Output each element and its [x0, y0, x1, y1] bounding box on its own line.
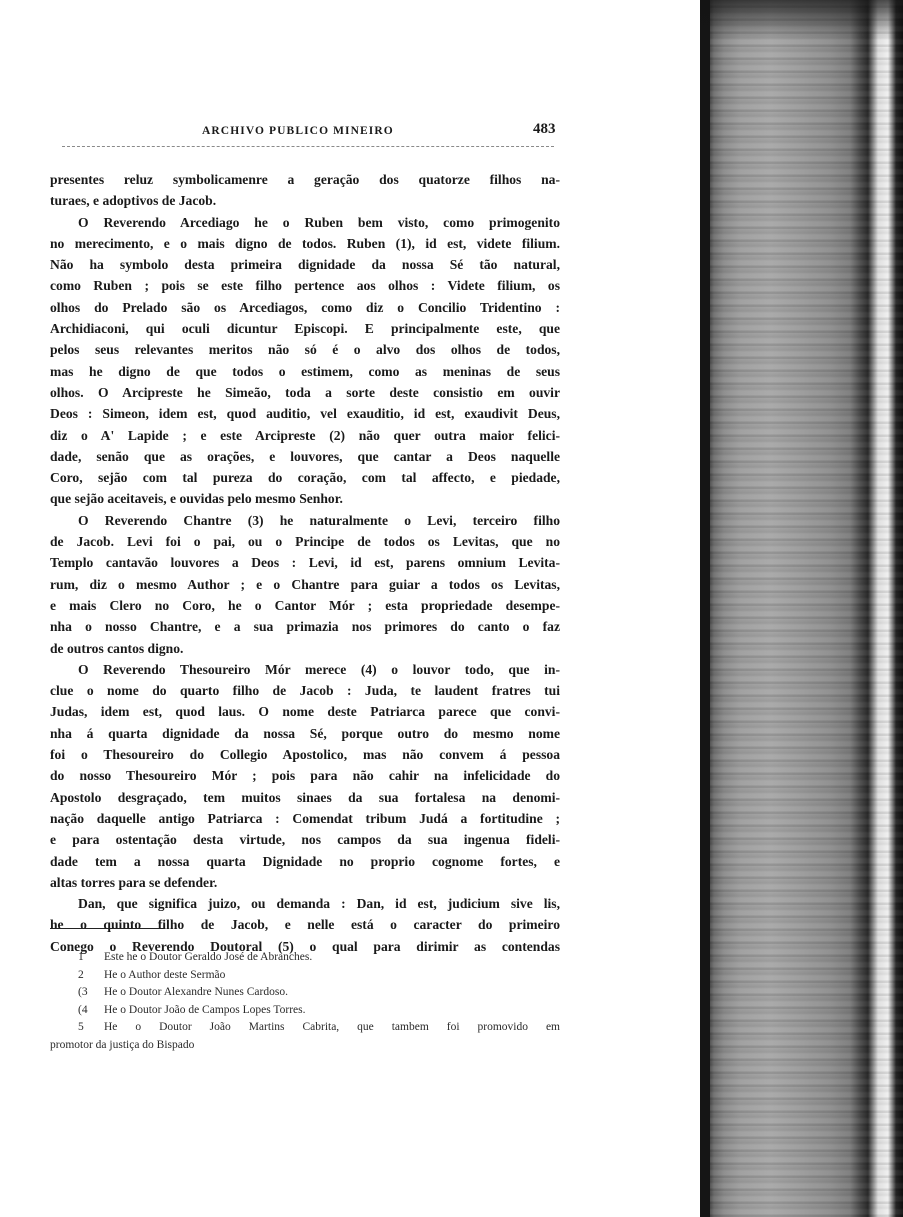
body-line: clue o nome do quarto filho de Jacob : Juda, te laudent fratres tui [50, 683, 560, 699]
footnote-text: promotor da justiça do Bispado [50, 1038, 195, 1051]
footnote-number: 5 [78, 1021, 84, 1034]
footnote [50, 984, 560, 1002]
body-line: mas he digno de que todos o estimem, como as meninas de seus [50, 363, 560, 379]
body-line: nha á quarta dignidade da nossa Sé, porque outro do mesmo nome [50, 725, 560, 741]
running-title: ARCHIVO PUBLICO MINEIRO [202, 125, 394, 137]
book-binding-edge [700, 0, 903, 1217]
footnote-number: 1 [78, 951, 84, 963]
body-line: rum, diz o mesmo Author ; e o Chantre para guiar a todos os Levitas, [50, 576, 560, 592]
body-line: altas torres para se defender. [50, 874, 218, 890]
body-line: Não ha symbolo desta primeira dignidade da nossa Sé tão natural, [50, 257, 560, 273]
footnote [50, 967, 560, 985]
body-line: pelos seus relevantes meritos não só é o alvo dos olhos de todos, [50, 342, 560, 358]
footnote-number: (3 [78, 986, 88, 999]
footnote-text: He o Author deste Sermão [104, 968, 226, 981]
body-line: no merecimento, e o mais digno de todos. Ruben (1), id est, videte filium. [50, 235, 560, 251]
body-line: de Jacob. Levi foi o pai, ou o Principe de todos os Levitas, que no [50, 534, 560, 550]
body-line: que sejão aceitaveis, e ouvidas pelo mesmo Senhor. [50, 491, 343, 507]
footnotes [50, 949, 560, 1055]
footnote-text: He o Doutor João de Campos Lopes Torres. [104, 1003, 306, 1016]
body-line: do nosso Thesoureiro Mór ; pois para não cahir na infelicidade do [50, 768, 560, 784]
body-line: Coro, sejão com tal pureza do coração, com tal affecto, e piedade, [50, 470, 560, 486]
body-text [50, 169, 560, 957]
body-line: diz o A' Lapide ; e este Arcipreste (2) não quer outra maior felici- [50, 427, 560, 443]
footnote-text: He o Doutor João Martins Cabrita, que tambem foi promovido em [104, 1021, 560, 1034]
binding-texture [700, 0, 903, 1217]
binding-top-shadow [700, 0, 903, 40]
footnote-number: 2 [78, 968, 84, 981]
body-line: olhos do Prelado são os Arcediagos, como diz o Concilio Tridentino : [50, 299, 560, 315]
body-line: Templo cantavão louvores a Deos : Levi, id est, parens omnium Levita- [50, 555, 560, 571]
page-number: 483 [533, 121, 556, 137]
body-line: como Ruben ; pois se este filho pertence aos olhos : Videte filium, os [50, 278, 560, 294]
footnote-number: (4 [78, 1003, 88, 1016]
footnote [50, 1002, 560, 1020]
footnote-text: He o Doutor Alexandre Nunes Cardoso. [104, 986, 288, 999]
body-line: e para ostentação desta virtude, nos campos da sua ingenua fideli- [50, 832, 560, 848]
footnote [50, 949, 560, 967]
footnote [50, 1019, 560, 1037]
body-line: nha o nosso Chantre, e a sua primazia nos primores do canto o faz [50, 619, 560, 635]
footnote [50, 1037, 560, 1055]
body-line: dade tem a nossa quarta Dignidade no proprio cognome fortes, e [50, 853, 560, 869]
body-line: olhos. O Arcipreste he Simeão, toda a sorte deste consistio em ouvir [50, 384, 560, 400]
header-rule [62, 146, 554, 147]
body-line: presentes reluz symbolicamenre a geração dos quatorze filhos na- [50, 172, 560, 187]
body-line: Judas, idem est, quod laus. O nome deste Patriarca parece que convi- [50, 704, 560, 720]
body-line: he o quinto filho de Jacob, e nelle está o caracter do primeiro [50, 917, 560, 933]
body-line: O Reverendo Chantre (3) he naturalmente o Levi, terceiro filho [78, 512, 560, 528]
body-line: de outros cantos digno. [50, 640, 184, 656]
body-line: turaes, e adoptivos de Jacob. [50, 193, 217, 209]
body-line: O Reverendo Arcediago he o Ruben bem visto, como primogenito [78, 214, 560, 230]
footnote-text: Este he o Doutor Geraldo José de Abranches. [104, 951, 313, 963]
footnote-rule [50, 928, 165, 929]
body-line: Deos : Simeon, idem est, quod auditio, vel exauditio, id est, exaudivit Deus, [50, 406, 560, 422]
body-line: Dan, que significa juizo, ou demanda : Dan, id est, judicium sive lis, [78, 896, 560, 912]
page-gutter-shadow [700, 0, 710, 1217]
body-line: e mais Clero no Coro, he o Cantor Mór ; esta propriedade desempe- [50, 597, 560, 613]
body-line: Conego o Reverendo Doutoral (5) o qual para dirimir as contendas [50, 938, 560, 954]
body-line: Archidiaconi, qui oculi dicuntur Episcopi. E principalmente este, que [50, 321, 560, 337]
body-line: dade, senão que as orações, e louvores, que cantar a Deos naquelle [50, 448, 560, 464]
body-line: foi o Thesoureiro do Collegio Apostolico, mas não convem á pessoa [50, 747, 560, 763]
body-line: Apostolo desgraçado, tem muitos sinaes da sua fortalesa na denomi- [50, 789, 560, 805]
body-line: nação daquelle antigo Patriarca : Comendat tribum Judá a fortitudine ; [50, 810, 560, 826]
body-line: O Reverendo Thesoureiro Mór merece (4) o louvor todo, que in- [78, 661, 560, 677]
